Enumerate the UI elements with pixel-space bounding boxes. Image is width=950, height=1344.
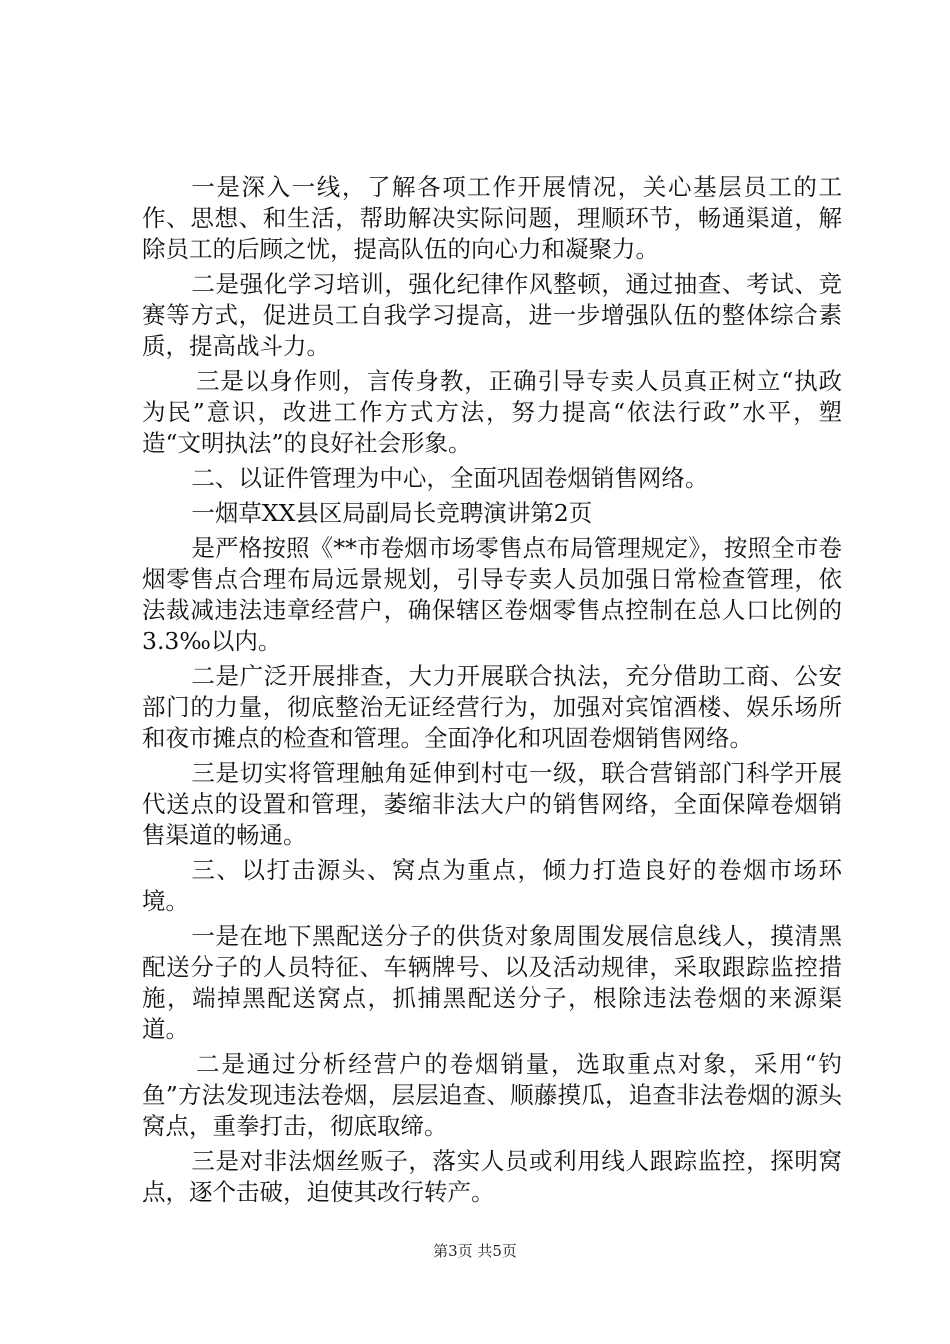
paragraph: 二是通过分析经营户的卷烟销量，选取重点对象，采用“钓鱼”方法发现违法卷烟，层层追查、顺藤摸瓜，追查非法卷烟的源头窝点，重拳打击，彻底取缔。: [142, 1050, 842, 1140]
paragraph: 是严格按照《**市卷烟市场零售点布局管理规定》，按照全市卷烟零售点合理布局远景规划，引导专卖人员加强日常检查管理，依法裁减违法违章经营户，确保辖区卷烟零售点控制在总人口比例的3.3‰以内。: [142, 534, 842, 655]
section-heading: 二、以证件管理为中心，全面巩固卷烟销售网络。: [191, 464, 709, 492]
paragraph: 二是广泛开展排查，大力开展联合执法，充分借助工商、公安部门的力量，彻底整治无证经营行为，加强对宾馆酒楼、娱乐场所和夜市摊点的检查和管理。全面净化和巩固卷烟销售网络。: [142, 662, 842, 752]
section-heading: 三、以打击源头、窝点为重点，倾力打造良好的卷烟市场环境。: [142, 856, 842, 915]
paragraph: 三是切实将管理触角延伸到村屯一级，联合营销部门科学开展代送点的设置和管理，萎缩非法大户的销售网络，全面保障卷烟销售渠道的畅通。: [142, 759, 842, 849]
paragraph: 一烟草XX县区局副局长竞聘演讲第2页: [191, 499, 593, 527]
paragraph: 三是对非法烟丝贩子，落实人员或利用线人跟踪监控，探明窝点，逐个击破，迫使其改行转产。: [142, 1147, 842, 1206]
page-number-footer: 第3页 共5页: [433, 1242, 517, 1260]
document-body: [142, 172, 842, 1212]
paragraph: 二是强化学习培训，强化纪律作风整顿，通过抽查、考试、竞赛等方式，促进员工自我学习提高，进一步增强队伍的整体综合素质，提高战斗力。: [142, 270, 842, 360]
paragraph: 一是在地下黑配送分子的供货对象周围发展信息线人，摸清黑配送分子的人员特征、车辆牌号、以及活动规律，采取跟踪监控措施，端掉黑配送窝点，抓捕黑配送分子，根除违法卷烟的来源渠道。: [142, 922, 842, 1043]
paragraph: 一是深入一线，了解各项工作开展情况，关心基层员工的工作、思想、和生活，帮助解决实际问题，理顺环节，畅通渠道，解除员工的后顾之忧，提高队伍的向心力和凝聚力。: [142, 173, 842, 263]
paragraph: 三是以身作则，言传身教，正确引导专卖人员真正树立“执政为民”意识，改进工作方式方法，努力提高“依法行政”水平，塑造“文明执法”的良好社会形象。: [142, 367, 842, 457]
